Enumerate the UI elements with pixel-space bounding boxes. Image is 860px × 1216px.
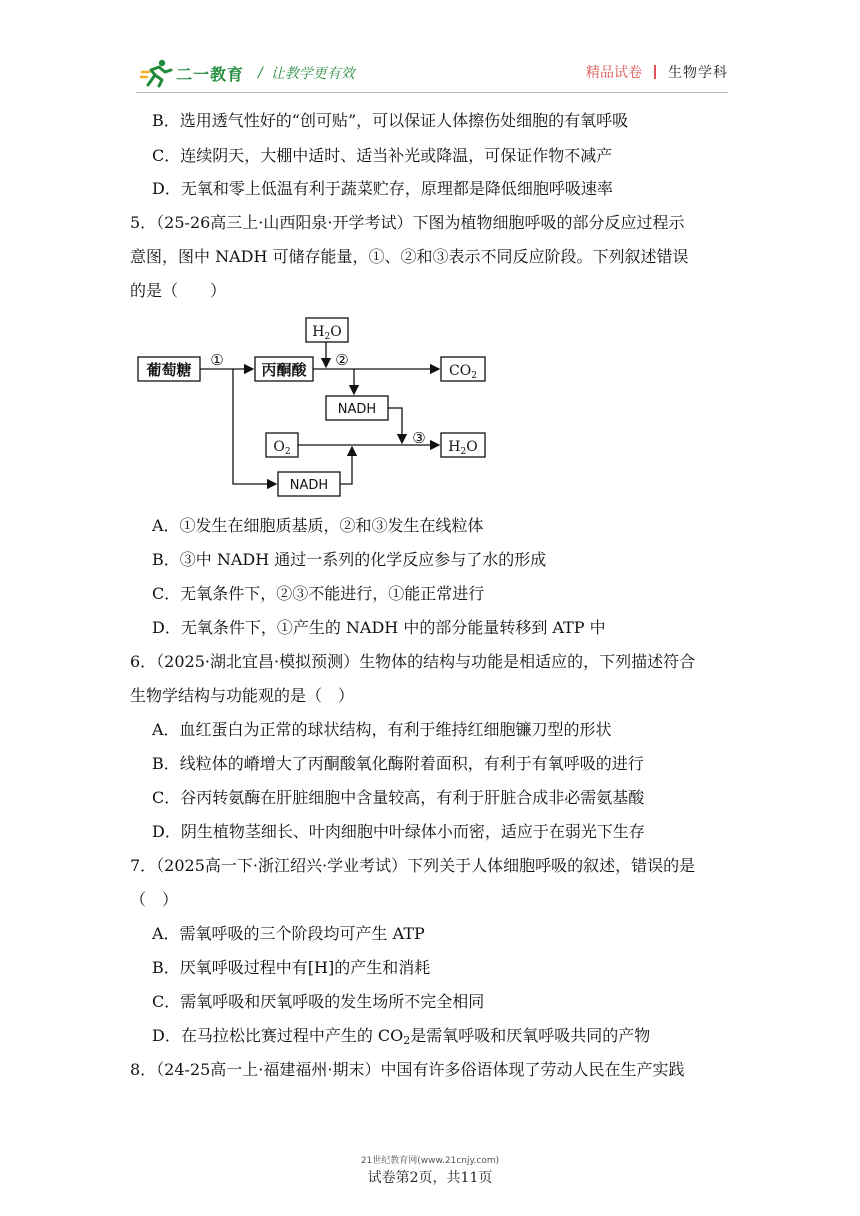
q7-option-a: A．需氧呼吸的三个阶段均可产生 ATP	[152, 924, 425, 943]
nadh-mid-label: NADH	[337, 402, 377, 417]
q6-option-a: A．血红蛋白为正常的球状结构，有利于维持红细胞镰刀型的形状	[152, 720, 612, 739]
step-1-label: ①	[210, 351, 224, 369]
q6-option-b: B．线粒体的嵴增大了丙酮酸氧化酶附着面积，有利于有氧呼吸的进行	[152, 754, 644, 773]
h2o-right-label: $H_2O$	[448, 439, 478, 457]
runner-logo-icon	[140, 58, 174, 88]
nadh-bottom-label: NADH	[289, 478, 329, 493]
q5-option-b: B．③中 NADH 通过一系列的化学反应参与了水的形成	[152, 550, 547, 569]
header-right	[586, 62, 728, 82]
q5-option-c: C．无氧条件下，②③不能进行，①能正常进行	[152, 584, 485, 603]
q4-option-c: C．连续阴天，大棚中适时、适当补光或降温，可保证作物不减产	[152, 146, 613, 165]
q5-stem-line-1: 5．（25-26高三上·山西阳泉·开学考试）下图为植物细胞呼吸的部分反应过程示	[130, 213, 685, 232]
h2o-top-label: $H_2O$	[312, 324, 342, 342]
brand-logo[interactable]	[140, 58, 355, 88]
header-divider	[654, 65, 656, 79]
logo-text: 二一教育	[176, 64, 245, 84]
q7-option-b: B．厌氧呼吸过程中有[H]的产生和消耗	[152, 958, 431, 977]
q5-option-a: A．①发生在细胞质基质，②和③发生在线粒体	[152, 516, 484, 535]
o2-label: $O_2$	[273, 439, 291, 457]
slogan-divider: /	[258, 65, 263, 81]
q4-option-d: D．无氧和零上低温有利于蔬菜贮存，原理都是降低细胞呼吸速率	[152, 179, 613, 198]
q5-stem-line-2: 意图，图中 NADH 可储存能量，①、②和③表示不同反应阶段。下列叙述错误	[130, 247, 689, 266]
footer-site: 21世纪教育网(www.21cnjy.com)	[360, 1156, 500, 1166]
header-rule	[136, 92, 728, 93]
respiration-diagram	[130, 312, 500, 502]
premium-tag: 精品试卷	[586, 65, 642, 81]
step-2-label: ②	[335, 351, 349, 369]
q7-stem-line-2: （ ）	[130, 890, 179, 909]
q4-option-b: B．选用透气性好的“创可贴”，可以保证人体擦伤处细胞的有氧呼吸	[152, 111, 629, 130]
q6-stem-line-1: 6．（2025·湖北宜昌·模拟预测）生物体的结构与功能是相适应的，下列描述符合	[130, 652, 696, 671]
q5-option-d: D．无氧条件下，①产生的 NADH 中的部分能量转移到 ATP 中	[152, 618, 606, 637]
q6-stem-line-2: 生物学结构与功能观的是（ ）	[130, 686, 355, 705]
q7-option-d: D．在马拉松比赛过程中产生的 $CO_2$是需氧呼吸和厌氧呼吸共同的产物	[152, 1026, 651, 1047]
page-header	[0, 0, 860, 95]
slogan: 让教学更有效	[270, 66, 355, 82]
step-3-label: ③	[412, 429, 426, 447]
arrow-nadh-mid-down	[388, 408, 402, 443]
co2-label: $CO_2$	[449, 363, 477, 381]
q6-option-c: C．谷丙转氨酶在肝脏细胞中含量较高，有利于肝脏合成非必需氨基酸	[152, 788, 645, 807]
arrow-to-nadh-bottom	[233, 369, 276, 484]
q6-option-d: D．阴生植物茎细长、叶肉细胞中叶绿体小而密，适应于在弱光下生存	[152, 822, 645, 841]
q8-stem-line-1: 8．（24-25高一上·福建福州·期末）中国有许多俗语体现了劳动人民在生产实践	[130, 1060, 685, 1079]
q7-option-c: C．需氧呼吸和厌氧呼吸的发生场所不完全相同	[152, 992, 485, 1011]
subject-label: 生物学科	[668, 65, 728, 81]
glucose-label: 葡萄糖	[146, 361, 192, 379]
pyruvate-label: 丙酮酸	[261, 361, 307, 379]
arrow-nadh-bottom-up	[340, 447, 352, 484]
q5-stem-line-3: 的是（ ）	[130, 281, 227, 300]
q7-stem-line-1: 7．（2025高一下·浙江绍兴·学业考试）下列关于人体细胞呼吸的叙述，错误的是	[130, 856, 696, 875]
page-number: 试卷第2页，共11页	[367, 1170, 493, 1186]
